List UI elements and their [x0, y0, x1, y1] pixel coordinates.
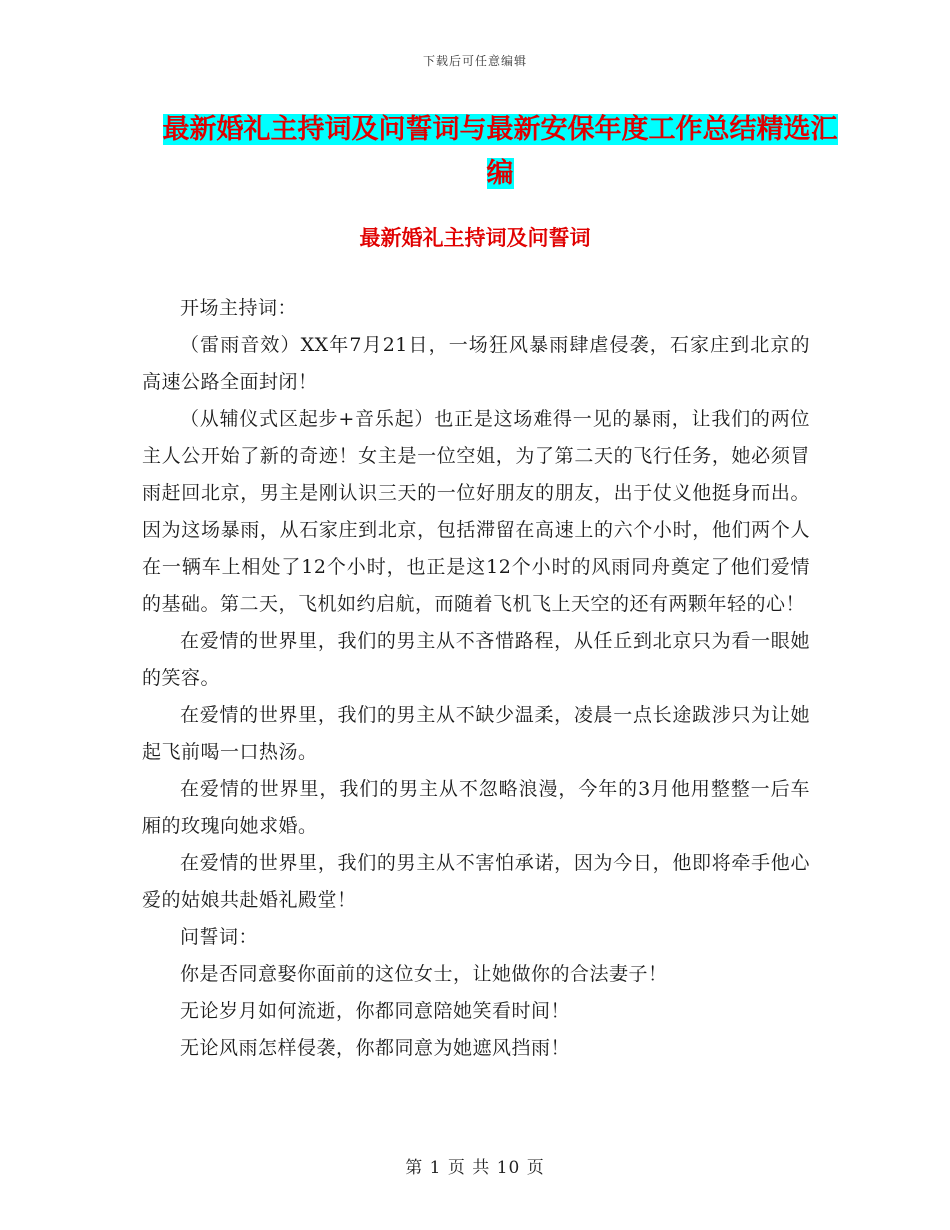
- page-number-footer: 第 1 页 共 10 页: [405, 1158, 545, 1178]
- paragraph: 在爱情的世界里，我们的男主从不吝惜路程，从任丘到北京只为看一眼她的笑容。: [142, 630, 810, 689]
- paragraph: （从辅仪式区起步+音乐起）也正是这场难得一见的暴雨，让我们的两位主人公开始了新的奇迹！女主是一位空姐，为了第二天的飞行任务，她必须冒雨赶回北京，男主是刚认识三天的一位好朋友的朋友，出于仗义他挺身而出。因为这场暴雨，从石家庄到北京，包括滞留在高速上的六个小时，他们两个人在一辆车上相处了12个小时，也正是这12个小时的风雨同舟奠定了他们爱情的基础。第二天，飞机如约启航，而随着飞机飞上天空的还有两颗年轻的心！: [142, 408, 810, 615]
- header-note: 下载后可任意编辑: [422, 54, 527, 68]
- section-title: 最新婚礼主持词及问誓词: [359, 226, 591, 250]
- paragraph: 开场主持词：: [180, 297, 298, 319]
- document-body: [142, 290, 810, 1067]
- main-title-text: 最新婚礼主持词及问誓词与最新安保年度工作总结精选汇编: [162, 114, 838, 189]
- paragraph: 在爱情的世界里，我们的男主从不害怕承诺，因为今日，他即将牵手他心爱的姑娘共赴婚礼殿堂！: [142, 852, 810, 911]
- document-main-title: [150, 108, 850, 196]
- paragraph: （雷雨音效）XX年7月21日，一场狂风暴雨肆虐侵袭，石家庄到北京的高速公路全面封闭！: [142, 334, 810, 393]
- paragraph: 问誓词：: [180, 926, 259, 948]
- paragraph: 你是否同意娶你面前的这位女士，让她做你的合法妻子！: [180, 963, 668, 985]
- paragraph: 在爱情的世界里，我们的男主从不缺少温柔，凌晨一点长途跋涉只为让她起飞前喝一口热汤。: [142, 704, 810, 763]
- paragraph: 在爱情的世界里，我们的男主从不忽略浪漫，今年的3月他用整整一后车厢的玫瑰向她求婚。: [142, 778, 810, 837]
- paragraph: 无论岁月如何流逝，你都同意陪她笑看时间！: [180, 1000, 571, 1022]
- paragraph: 无论风雨怎样侵袭，你都同意为她遮风挡雨！: [180, 1037, 571, 1059]
